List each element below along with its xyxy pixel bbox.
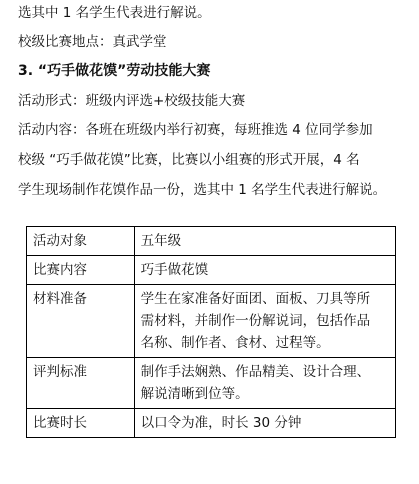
table-row: [27, 285, 396, 358]
row-key: 比赛内容: [27, 256, 135, 285]
table-row: [27, 256, 396, 285]
value-line: 名称、制作者、食材、过程等。: [140, 335, 330, 351]
value-line: 以口令为准，时长 30 分钟: [140, 415, 302, 431]
section-heading: 3. “巧手做花馍”劳动技能大赛: [18, 63, 211, 79]
activity-form-line: 活动形式：班级内评选+校级技能大赛: [18, 93, 246, 109]
table-row: [27, 227, 396, 256]
row-value: [134, 256, 395, 285]
row-value: [134, 285, 395, 358]
activity-content-line-3: 学生现场制作花馍作品一份，选其中 1 名学生代表进行解说。: [18, 182, 387, 198]
value-line: 制作手法娴熟、作品精美、设计合理、: [140, 364, 371, 380]
row-key: 活动对象: [27, 227, 135, 256]
competition-info-table: [26, 226, 396, 438]
row-value: [134, 409, 395, 438]
table-row: [27, 409, 396, 438]
value-line: 五年级: [140, 233, 182, 249]
activity-content-line-2: 校级 “巧手做花馍”比赛，比赛以小组赛的形式开展，4 名: [18, 152, 360, 168]
value-line: 解说清晰到位等。: [140, 386, 249, 402]
row-key: 材料准备: [27, 285, 135, 358]
paragraph-line-1: 选其中 1 名学生代表进行解说。: [18, 5, 211, 21]
row-key: 评判标准: [27, 358, 135, 409]
activity-content-line-1: 活动内容：各班在班级内举行初赛，每班推选 4 位同学参加: [18, 122, 373, 138]
venue-line: 校级比赛地点：真武学堂: [18, 34, 167, 50]
row-value: [134, 358, 395, 409]
value-line: 学生在家准备好面团、面板、刀具等所: [140, 291, 371, 307]
value-line: 需材料，并制作一份解说词，包括作品: [140, 313, 371, 329]
row-key: 比赛时长: [27, 409, 135, 438]
row-value: [134, 227, 395, 256]
value-line: 巧手做花馍: [140, 262, 209, 278]
table-row: [27, 358, 396, 409]
